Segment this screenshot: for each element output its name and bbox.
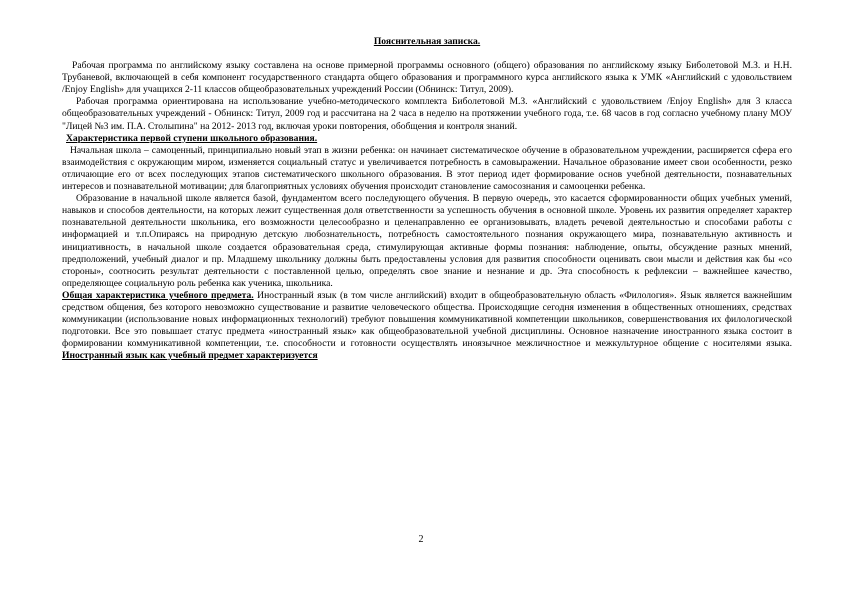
subject-heading: Общая характеристика учебного предмета.: [62, 289, 254, 301]
paragraph-education-base: Образование в начальной школе является базой, фундаментом всего последующего обучения. В первую очередь, это касается сформированности общих учебных умений, навыков и способов деятельности, на которых лежит существенная доля ответственности за успешность обучения в основной школе. Уровень их развития определяет характер познавательной деятельности школьника, его возможности целесообразно и целенаправленно ее организовывать, владеть речевой деятельностью и способами работы с информацией и т.п.Опираясь на природную детскую любознательность, потребность самостоятельного познания окружающего мира, познавательную активность и инициативность, в начальной школе создается образовательная среда, стимулирующая активные формы познания: наблюдение, опыты, обсуждение разных мнений, предположений, учебный диалог и пр. Младшему школьнику должны быть предоставлены условия для развития способности оценивать свои мысли и действия как бы «со стороны», соотносить результат деятельности с поставленной целью, определять свое знание и незнание и др. Эта способность к рефлексии – важнейшее качество, определяющее социальную роль ребенка как ученика, школьника.: [62, 193, 792, 289]
subject-body: Иностранный язык (в том числе английский) входит в общеобразовательную область «Филология». Язык является важнейшим средством общения, без которого невозможно существование и развитие человеческого общества. Происходящие сегодня изменения в общественных отношениях, средствах коммуникации (использование новых информационных технологий) требуют повышения коммуникативной компетенции школьников, совершенствования их филологической подготовки. Все это повышает статус предмета «иностранный язык» как общеобразовательной учебной дисциплины. Основное назначение иностранного языка состоит в формировании коммуникативной компетенции, т.е. способности и готовности осуществлять иноязычное межличностное и межкультурное общение с носителями языка.: [62, 289, 792, 350]
section-heading-first-stage: Характеристика первой ступени школьного образования.: [66, 132, 318, 144]
document-page: [62, 36, 792, 362]
page-number: 2: [418, 534, 424, 545]
paragraph-subject-characteristics: [62, 290, 792, 363]
subject-tail-heading: Иностранный язык как учебный предмет характеризуется: [62, 350, 318, 362]
paragraph-program-basis: Рабочая программа по английскому языку составлена на основе примерной программы основного (общего) образования по английскому языку Биболетовой М.З. и Н.Н. Трубаневой, включающей в себя компонент государственного стандарта общего образования и программного курса английского языка к УМК «Английский с удовольствием /Enjoy English» для учащихся 2-11 классов общеобразовательных учреждений России (Обнинск: Титул, 2009).: [62, 60, 792, 96]
paragraph-primary-school: Начальная школа – самоценный, принципиально новый этап в жизни ребенка: он начинает систематическое обучение в образовательном учреждении, расширяется сфера его взаимодействия с окружающим миром, изменяется социальный статус и увеличивается потребность в самовыражении. Начальное образование имеет свои особенности, резко отличающие его от всех последующих этапов систематического школьного образования. В этот период идет формирование основ учебной деятельности, познавательных интересов и познавательной мотивации; для благоприятных условиях обучения происходит становление самосознания и самооценки ребенка.: [62, 144, 792, 193]
paragraph-program-orientation: Рабочая программа ориентирована на использование учебно-методического комплекта Биболетовой М.З. «Английский с удовольствием /Enjoy English» для 3 класса общеобразовательных учреждений - Обнинск: Титул, 2009 год и рассчитана на 2 часа в неделю на протяжении учебного года, т.е. 68 часов в год согласно учебному плану МОУ "Лицей №3 им. П.А. Столыпина" на 2012- 2013 год, включая уроки повторения, обобщения и контроля знаний.: [62, 96, 792, 132]
document-title: Пояснительная записка.: [373, 36, 481, 47]
